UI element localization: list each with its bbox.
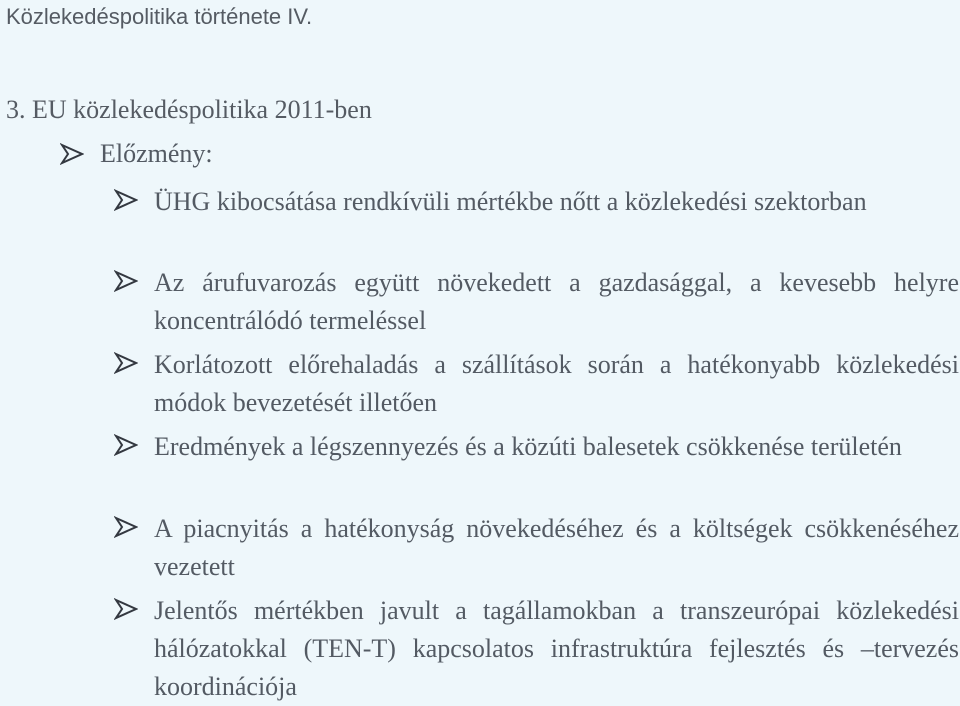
- bullet-text: Eredmények a légszennyezés és a közúti balesetek csökkenése területén: [154, 432, 902, 461]
- bullet-text: A piacnyitás a hatékonyság növekedéséhez és a költségek csökkenéséhez vezetett: [154, 514, 959, 581]
- bullet-text: Korlátozott előrehaladás a szállítások során a hatékonyabb közlekedési módok bevezetését illetően: [154, 350, 959, 417]
- bullet-item: [114, 428, 960, 466]
- bullet-item: [114, 183, 960, 221]
- bullet-item: [114, 346, 960, 422]
- arrow-bullet-icon: [114, 516, 138, 538]
- slide-title: Közlekedéspolitika története IV.: [6, 4, 313, 29]
- bullet-text: Az árufuvarozás együtt növekedett a gazdasággal, a kevesebb helyre koncentrálódó termeléssel: [154, 268, 959, 335]
- arrow-bullet-icon: [114, 189, 138, 211]
- bullet-text: ÜHG kibocsátása rendkívüli mértékbe nőtt a közlekedési szektorban: [154, 187, 867, 216]
- lead-item: [60, 137, 460, 171]
- section-heading: 3. EU közlekedéspolitika 2011-ben: [6, 95, 372, 124]
- bullet-item: [114, 510, 960, 586]
- bullet-item: [114, 592, 960, 706]
- arrow-bullet-icon: [60, 143, 84, 165]
- arrow-bullet-icon: [114, 598, 138, 620]
- arrow-bullet-icon: [114, 270, 138, 292]
- arrow-bullet-icon: [114, 352, 138, 374]
- arrow-bullet-icon: [114, 434, 138, 456]
- bullet-item: [114, 264, 960, 340]
- bullet-text: Jelentős mértékben javult a tagállamokban a transzeurópai közlekedési hálózatokkal (TEN-T) kapcsolatos infrastruktúra fejlesztés és –tervezés koordinációja: [154, 596, 959, 701]
- lead-item-label: Előzmény:: [100, 139, 213, 168]
